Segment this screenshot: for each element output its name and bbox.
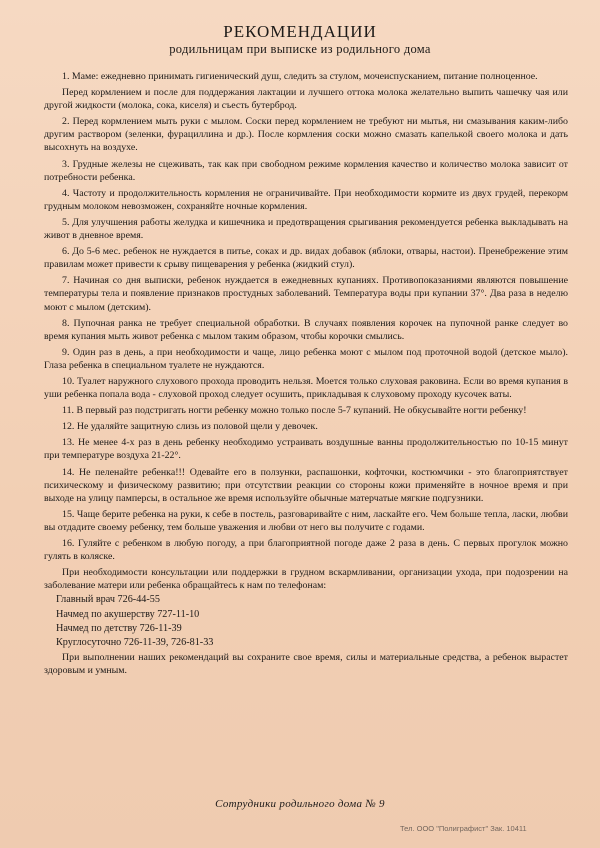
- contact-24h: Круглосуточно 726-11-39, 726-81-33: [56, 636, 214, 648]
- paragraph-14: 14. Не пеленайте ребенка!!! Одевайте его в ползунки, распашонки, кофточки, костюмчики - это благоприятствует психическому и физическому развитию; при отсутствии реакции со стороны кожи применяйте в ночное время и при выходе на улицу памперсы, в остальное же время используйте обычные матерчатые мягкие подгузники.: [44, 466, 568, 504]
- paragraph-13: 13. Не менее 4-х раз в день ребенку необходимо устраивать воздушные ванны продолжительностью по 10-15 минут при температуре воздуха 21-22°.: [44, 437, 568, 462]
- paragraph-10: 10. Туалет наружного слухового прохода проводить нельзя. Моется только слуховая раковина. Если во время купания в уши ребенка попала вода - слуховой проход следует осушить, прикладывая к слуховому проходу кусочек ваты.: [44, 375, 568, 401]
- paragraph-8: 8. Пупочная ранка не требует специальной обработки. В случаях появления корочек на пупочной ранке следует во время купания мыть живот ребенка с мылом таким образом, чтобы корочки смылись.: [44, 317, 568, 342]
- contact-chief-doctor: Главный врач 726-44-55: [56, 594, 160, 606]
- closing-paragraph: При выполнении наших рекомендаций вы сохраните свое время, силы и материальные средства, а ребенок вырастет здоровым и умным.: [44, 652, 568, 677]
- contact-pediatrics: Начмед по детству 726-11-39: [56, 622, 182, 634]
- paragraph-12: 12. Не удаляйте защитную слизь из половой щели у девочек.: [62, 421, 318, 433]
- paragraph-3: 3. Грудные железы не сцеживать, так как при свободном режиме кормления качество и количество молока зависит от потребности ребенка.: [44, 158, 568, 183]
- contact-obstetrics: Начмед по акушерству 727-11-10: [56, 608, 200, 620]
- paragraph-16: 16. Гуляйте с ребенком в любую погоду, а при благоприятной погоде даже 2 раза в день. С первых прогулок можно гулять в коляске.: [44, 538, 568, 563]
- paragraph-15: 15. Чаще берите ребенка на руки, к себе в постель, разговаривайте с ним, ласкайте его. Чем больше тепла, ласки, любви вы отдадите своему ребенку, тем больше уважения и любви от него вы получите с годами.: [44, 508, 568, 533]
- paragraph-7: 7. Начиная со дня выписки, ребенок нуждается в ежедневных купаниях. Противопоказаниями являются повышение температуры тела и появление признаков простудных заболеваний. Температура воды при купании 37°. Два раза в неделю моют с мылом (детским).: [44, 275, 568, 313]
- paragraph-5: 5. Для улучшения работы желудка и кишечника и предотвращения срыгивания рекомендуется ребенка выкладывать на живот в дневное время.: [44, 216, 568, 242]
- paragraph-1: 1. Маме: ежедневно принимать гигиенический душ, следить за стулом, мочеиспусканием, питание полноценное.: [62, 71, 538, 82]
- paragraph-9: 9. Один раз в день, а при необходимости и чаще, лицо ребенка моют с мылом под проточной водой (детское мыло). Глаза ребенка в специальном туалете не нуждаются.: [44, 346, 568, 371]
- paragraph-4: 4. Частоту и продолжительность кормления не ограничивайте. При необходимости кормите из двух грудей, перекорм грудным молоком невозможен, сохраняйте ночные кормления.: [44, 187, 568, 212]
- recommendations-body: [44, 70, 568, 680]
- paragraph-6: 6. До 5-6 мес. ребенок не нуждается в питье, соках и др. видах добавок (яблоки, отвары, настои). Пренебрежение этим правилам может привести к срыву пищеварения у ребенка (жидкий стул).: [44, 246, 568, 271]
- paragraph-11: 11. В первый раз подстригать ногти ребенку можно только после 5-7 купаний. Не обкусывайте ногти ребенку!: [62, 405, 527, 417]
- page-subtitle: родильницам при выписке из родильного дома: [169, 42, 431, 56]
- paragraph-2: 2. Перед кормлением мыть руки с мылом. Соски перед кормлением не требуют ни мытья, ни смазывания каким-либо другим раствором (зеленки, фурациллина и др.). После кормления соски можно смазать капелькой своего молока и дать высохнуть на воздухе.: [44, 116, 568, 154]
- paragraph-1-feeding: Перед кормлением и после для поддержания лактации и лучшего оттока молока желательно выпить чашечку чая или другой жидкости (молока, сока, киселя) и съесть бутерброд.: [44, 87, 568, 112]
- consultation-paragraph: При необходимости консультации или поддержки в грудном вскармливании, организации ухода, при подозрении на заболевание матери или ребенка обращайтесь к нам по телефонам:: [44, 567, 568, 592]
- contacts-list: [44, 593, 568, 650]
- page-title: РЕКОМЕНДАЦИИ: [223, 22, 377, 41]
- signature: Сотрудники родильного дома № 9: [215, 798, 385, 810]
- print-footnote: Тел. ООО "Полиграфист" Зак. 10411: [400, 824, 527, 833]
